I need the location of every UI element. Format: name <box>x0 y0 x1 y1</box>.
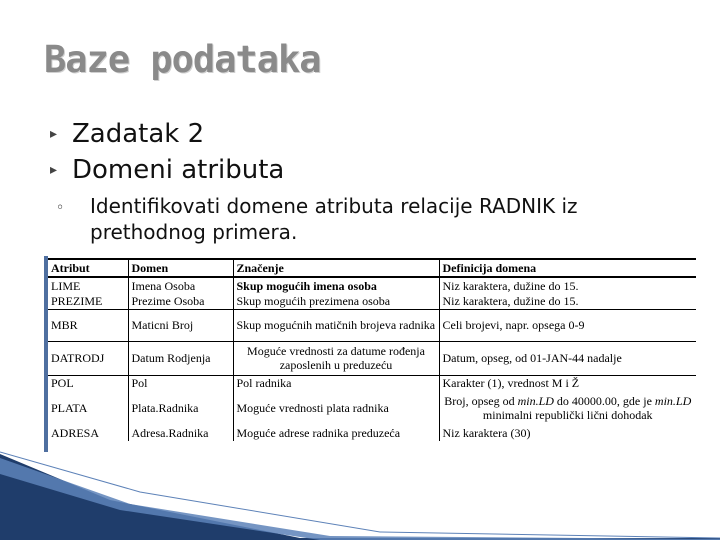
cell-attr: ADRESA <box>51 426 100 440</box>
cell-domain: Plata.Radnika <box>128 391 233 425</box>
cell-domain: Prezime Osoba <box>128 293 233 309</box>
header-znacenje: Značenje <box>233 259 439 277</box>
cell-attr: PREZIME <box>51 293 103 308</box>
cell-domain: Adresa.Radnika <box>128 425 233 441</box>
table-row <box>48 425 696 441</box>
definition-text: Broj, opseg od <box>444 394 518 408</box>
cell-definition: Niz karaktera, dužine do 15. <box>439 293 696 309</box>
cell-attr: MBR <box>48 309 128 341</box>
slide-title: Baze podataka <box>44 38 321 81</box>
cell-meaning: Moguće adrese radnika preduzeća <box>233 425 439 441</box>
decorative-wave <box>0 440 720 540</box>
cell-attr: PLATA <box>51 401 88 415</box>
cell-domain: Maticni Broj <box>128 309 233 341</box>
cell-attr: LIME <box>51 278 81 293</box>
bullet-arrow-icon: ▸ <box>50 162 58 178</box>
header-domen: Domen <box>128 259 233 277</box>
sub-bullet <box>56 193 656 245</box>
cell-domain: Datum Rodjenja <box>128 341 233 375</box>
cell-meaning: Moguće vrednosti plata radnika <box>233 391 439 425</box>
table-row <box>48 309 696 341</box>
table-row <box>48 391 696 425</box>
definition-emphasis: min.LD <box>654 394 692 408</box>
cell-definition: Karakter (1), vrednost M i Ž <box>439 375 696 391</box>
cell-definition: Celi brojevi, napr. opsega 0-9 <box>439 309 696 341</box>
definition-emphasis: min.LD <box>517 394 554 408</box>
definition-text: minimalni republički lični dohodak <box>482 408 653 422</box>
cell-definition <box>439 391 696 425</box>
table-row <box>48 341 696 375</box>
cell-attr: POL <box>48 375 128 391</box>
header-atribut: Atribut <box>48 259 128 277</box>
cell-meaning: Moguće vrednosti za datume rođenja zaposlenih u preduzeću <box>233 341 439 375</box>
cell-definition: Niz karaktera (30) <box>439 425 696 441</box>
bullet-list <box>50 116 284 188</box>
domain-table <box>48 258 696 441</box>
cell-attr: DATRODJ <box>48 341 128 375</box>
bullet-text: Domeni atributa <box>72 155 285 185</box>
table-row <box>48 375 696 391</box>
bullet-text: Zadatak 2 <box>72 119 205 149</box>
table-row <box>48 277 696 293</box>
table-header-row <box>48 259 696 277</box>
bullet-item <box>50 152 284 188</box>
definition-text: do 40000.00, gde je <box>553 394 655 408</box>
bullet-arrow-icon: ▸ <box>50 126 58 142</box>
sub-bullet-circle-icon: ◦ <box>56 200 65 216</box>
cell-meaning: Pol radnika <box>233 375 439 391</box>
table-row <box>48 293 696 309</box>
cell-domain: Imena Osoba <box>128 277 233 293</box>
cell-definition: Datum, opseg, od 01-JAN-44 nadalje <box>439 341 696 375</box>
cell-meaning: Skup mogućih imena osoba <box>233 277 439 293</box>
cell-meaning: Skup mogućnih matičnih brojeva radnika <box>233 309 439 341</box>
sub-bullet-text: Identifikovati domene atributa relacije RADNIK iz prethodnog primera. <box>90 194 578 244</box>
cell-domain: Pol <box>128 375 233 391</box>
cell-meaning: Skup mogućih prezimena osoba <box>233 293 439 309</box>
header-definicija: Definicija domena <box>439 259 696 277</box>
bullet-item <box>50 116 284 152</box>
cell-definition: Niz karaktera, dužine do 15. <box>439 277 696 293</box>
